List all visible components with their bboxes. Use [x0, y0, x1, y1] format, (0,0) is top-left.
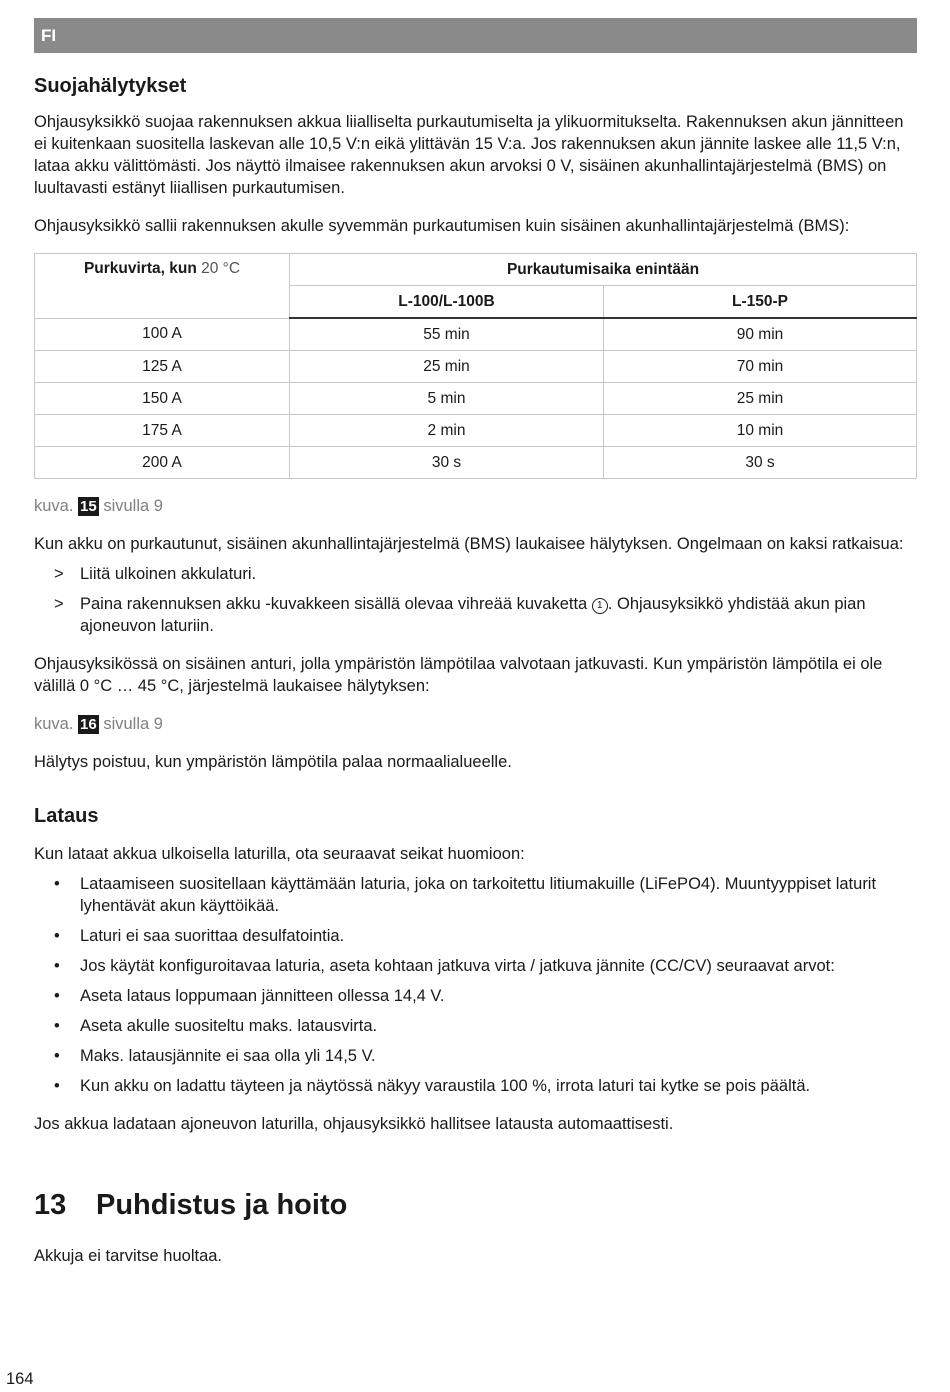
paragraph-maintenance: Akkuja ei tarvitse huoltaa. — [34, 1247, 223, 1265]
bullet-icon: • — [54, 1047, 60, 1065]
page-number: 164 — [6, 1370, 34, 1388]
arrow-marker-icon: > — [54, 595, 64, 613]
list-item: • Maks. latausjännite ei saa olla yli 14,5 V. — [54, 1047, 376, 1065]
bullet-icon: • — [54, 927, 60, 945]
table-row: 125 A 25 min 70 min — [35, 351, 917, 383]
solution-list — [34, 563, 917, 637]
header-model-l150: L-150-P — [604, 286, 917, 319]
page — [34, 18, 917, 1267]
bullet-icon: • — [54, 987, 60, 1005]
chapter-title-text: Puhdistus ja hoito — [96, 1189, 348, 1221]
section-title-charging: Lataus — [34, 805, 99, 827]
list-item: > Liitä ulkoinen akkulaturi. — [54, 565, 257, 583]
bullet-icon: • — [54, 1017, 60, 1035]
arrow-marker-icon: > — [54, 565, 64, 583]
section-title-protection-alarms: Suojahälytykset — [34, 75, 187, 97]
figure-number-badge: 15 — [80, 498, 97, 515]
paragraph-charging-intro: Kun lataat akkua ulkoisella laturilla, ota seuraavat seikat huomioon: — [34, 845, 525, 863]
header-model-l100: L-100/L-100B — [290, 286, 604, 319]
header-discharge-current: Purkuvirta, kun 20 °C — [35, 254, 290, 319]
table-row: 150 A 5 min 25 min — [35, 383, 917, 415]
figure-reference-15[interactable]: kuva. 15 sivulla 9 — [34, 497, 163, 515]
list-item: • Aseta lataus loppumaan jännitteen ollessa 14,4 V. — [54, 987, 445, 1005]
list-item: • Lataamiseen suositellaan käyttämään laturia, joka on tarkoitettu litiumakuille (LiFePO4). Muuntyyppiset laturit lyhentävät akun käyttöikää. — [54, 875, 877, 915]
table-row: 100 A 55 min 90 min — [35, 318, 917, 351]
header-max-discharge-time: Purkautumisaika enintään — [290, 254, 917, 286]
list-item: • Laturi ei saa suorittaa desulfatointia. — [54, 927, 345, 945]
chapter-title — [34, 1187, 917, 1223]
language-code: FI — [41, 26, 57, 45]
chapter-number: 13 — [34, 1189, 67, 1221]
paragraph-bms-alarm: Kun akku on purkautunut, sisäinen akunhallintajärjestelmä (BMS) laukaisee hälytyksen. Ongelmaan on kaksi ratkaisua: — [34, 535, 904, 553]
discharge-time-table — [34, 253, 917, 479]
paragraph-deeper-discharge: Ohjausyksikkö sallii rakennuksen akulle syvemmän purkautumisen kuin sisäinen akunhallintajärjestelmä (BMS): — [34, 217, 850, 235]
list-item: • Kun akku on ladattu täyteen ja näytössä näkyy varaustila 100 %, irrota laturi tai kytke se pois päältä. — [54, 1077, 811, 1095]
bullet-icon: • — [54, 1077, 60, 1095]
figure-reference-16[interactable]: kuva. 16 sivulla 9 — [34, 715, 163, 733]
language-header-bar — [34, 18, 917, 53]
paragraph-vehicle-charging: Jos akkua ladataan ajoneuvon laturilla, ohjausyksikkö hallitsee latausta automaattisesti. — [34, 1115, 674, 1133]
list-item: > Paina rakennuksen akku -kuvakkeen sisällä olevaa vihreää kuvaketta 1 . Ohjausyksikkö yhdistää akun pian ajoneuvon laturiin. — [54, 595, 866, 635]
paragraph-alarm-cleared: Hälytys poistuu, kun ympäristön lämpötila palaa normaalialueelle. — [34, 753, 512, 771]
callout-number-icon: 1 — [592, 598, 608, 614]
bullet-icon: • — [54, 957, 60, 975]
charging-list — [34, 873, 917, 1097]
bullet-icon: • — [54, 875, 60, 893]
paragraph-protection: Ohjausyksikkö suojaa rakennuksen akkua liialliselta purkautumiselta ja ylikuormitukselta. Rakennuksen akun jännitteen ei kuitenkaan suositella laskevan alle 10,5 V:n eikä ylittävän 15 V:a. Jos rakennuksen akun jännite laskee alle 11,5 V:n, lataa akku välittömästi. Jos näyttö ilmaisee rakennuksen akun arvoksi 0 V, sisäinen akunhallintajärjestelmä (BMS) on luultavasti estänyt liiallisen purkautumisen. — [34, 113, 904, 197]
figure-number-badge: 16 — [80, 716, 97, 733]
paragraph-temperature-sensor: Ohjausyksikössä on sisäinen anturi, jolla ympäristön lämpötilaa valvotaan jatkuvasti. Kun ympäristön lämpötila ei ole välillä 0 °C … 45 °C, järjestelmä laukaisee hälytyksen: — [34, 655, 883, 695]
table-row: 175 A 2 min 10 min — [35, 415, 917, 447]
table-header-row — [35, 254, 917, 286]
list-item: • Jos käytät konfiguroitavaa laturia, aseta kohtaan jatkuva virta / jatkuva jännite (CC/CV) seuraavat arvot: — [54, 957, 835, 975]
list-item: • Aseta akulle suositeltu maks. latausvirta. — [54, 1017, 378, 1035]
table-row: 200 A 30 s 30 s — [35, 447, 917, 479]
